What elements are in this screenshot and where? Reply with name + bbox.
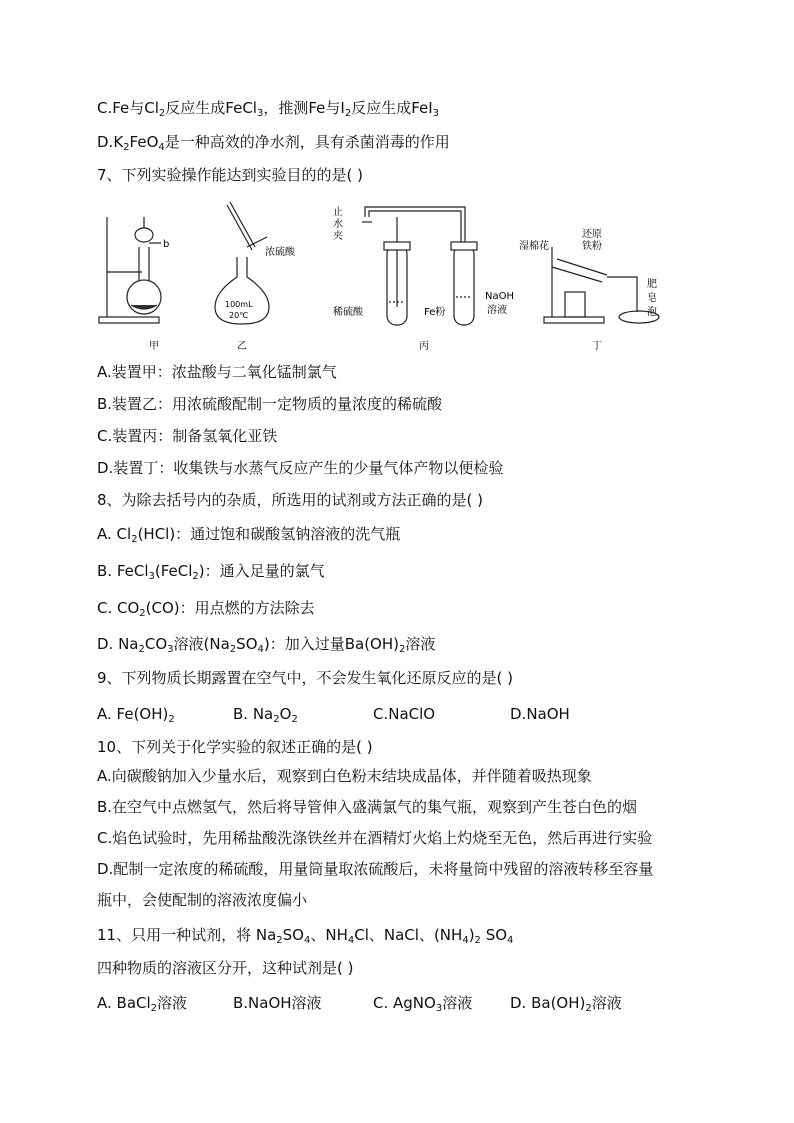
label-b: b bbox=[163, 239, 170, 250]
caption-yi: 乙 bbox=[237, 341, 247, 352]
option-10d-line2: 瓶中，会使配制的溶液浓度偏小 bbox=[97, 891, 308, 909]
option-8a: A. $Cl_2(HCl)$：通过饱和碳酸氢钠溶液的洗气瓶 bbox=[97, 525, 401, 545]
option-11a: A. BaCl$_2$溶液 bbox=[97, 994, 188, 1014]
option-7b: B.装置乙：用浓硫酸配制一定物质的量浓度的稀硫酸 bbox=[97, 395, 443, 413]
label-fe-powder: Fe粉 bbox=[424, 307, 446, 318]
option-11c: C. AgNO$_3$溶液 bbox=[373, 994, 473, 1014]
question-8: 8、为除去括号内的杂质，所选用的试剂或方法正确的是( ) bbox=[97, 491, 484, 509]
option-10c: C.焰色试验时，先用稀盐酸洗涤铁丝并在酒精灯火焰上灼烧至无色，然后再进行实验 bbox=[97, 829, 653, 847]
option-10d-line1: D.配制一定浓度的稀硫酸，用量筒量取浓硫酸后，未将量筒中残留的溶液转移至容量 bbox=[97, 860, 654, 878]
question-11-line2: 四种物质的溶液区分开，这种试剂是( ) bbox=[97, 959, 354, 977]
apparatus-figure bbox=[97, 197, 717, 357]
option-9b: B. $Na_2O_2$ bbox=[233, 705, 298, 725]
option-6c: C.Fe与$Cl_2$反应生成FeCl$_3$，推测Fe与$I_2$反应生成FeI$_3$ bbox=[97, 99, 440, 119]
option-8b: B. FeCl$_3$(FeCl$_2$)：通入足量的氯气 bbox=[97, 562, 325, 582]
question-11: 11、只用一种试剂，将 $Na_2SO_4$、$NH_4Cl$、NaCl、$(NH_4)_2$ $SO_4$ bbox=[97, 926, 514, 946]
option-7a: A.装置甲：浓盐酸与二氧化锰制氯气 bbox=[97, 363, 337, 381]
label-zhi: 止 bbox=[333, 207, 343, 218]
label-flask-volume: 100mL bbox=[225, 300, 253, 309]
option-11d: D. $Ba(OH)_2$溶液 bbox=[510, 994, 622, 1014]
label-concentrated-sulfuric-acid: 浓硫酸 bbox=[265, 247, 295, 258]
option-9c: C.NaClO bbox=[373, 705, 436, 723]
option-11b: B.NaOH溶液 bbox=[233, 994, 322, 1012]
question-7: 7、下列实验操作能达到实验目的的是( ) bbox=[97, 166, 364, 184]
label-pao: 泡 bbox=[647, 307, 657, 318]
label-dilute-sulfuric-acid: 稀硫酸 bbox=[333, 307, 363, 318]
caption-bing: 丙 bbox=[419, 341, 429, 352]
caption-jia: 甲 bbox=[149, 341, 159, 352]
option-10a: A.向碳酸钠加入少量水后，观察到白色粉末结块成晶体，并伴随着吸热现象 bbox=[97, 767, 592, 785]
label-solution: 溶液 bbox=[487, 305, 507, 316]
caption-ding: 丁 bbox=[592, 341, 602, 352]
option-9d: D.NaOH bbox=[510, 705, 570, 723]
label-wet-cotton: 湿棉花 bbox=[519, 241, 549, 252]
option-10b: B.在空气中点燃氢气，然后将导管伸入盛满氯气的集气瓶，观察到产生苍白色的烟 bbox=[97, 798, 638, 816]
label-fei: 肥 bbox=[647, 279, 657, 290]
option-7c: C.装置丙：制备氢氧化亚铁 bbox=[97, 427, 278, 445]
label-naoh: NaOH bbox=[485, 291, 514, 302]
question-9: 9、下列物质长期露置在空气中，不会发生氧化还原反应的是( ) bbox=[97, 669, 514, 687]
label-jia2: 夹 bbox=[333, 231, 343, 242]
option-8c: C. $CO_2(CO)$：用点燃的方法除去 bbox=[97, 599, 315, 619]
label-reduced: 还原 bbox=[582, 229, 602, 240]
question-10: 10、下列关于化学实验的叙述正确的是( ) bbox=[97, 738, 373, 756]
option-6d: $D.K_2FeO_4$是一种高效的净水剂，具有杀菌消毒的作用 bbox=[97, 133, 450, 153]
option-8d: D. $Na_2CO_3$溶液$(Na_2SO_4)$：加入过量$Ba(OH)_2$溶液 bbox=[97, 635, 436, 655]
label-iron-powder: 铁粉 bbox=[582, 241, 602, 252]
label-shui: 水 bbox=[333, 219, 343, 230]
option-9a: A. $Fe(OH)_2$ bbox=[97, 705, 175, 725]
label-zao: 皂 bbox=[647, 293, 657, 304]
option-7d: D.装置丁：收集铁与水蒸气反应产生的少量气体产物以便检验 bbox=[97, 459, 504, 477]
label-flask-temp: 20℃ bbox=[229, 311, 249, 320]
